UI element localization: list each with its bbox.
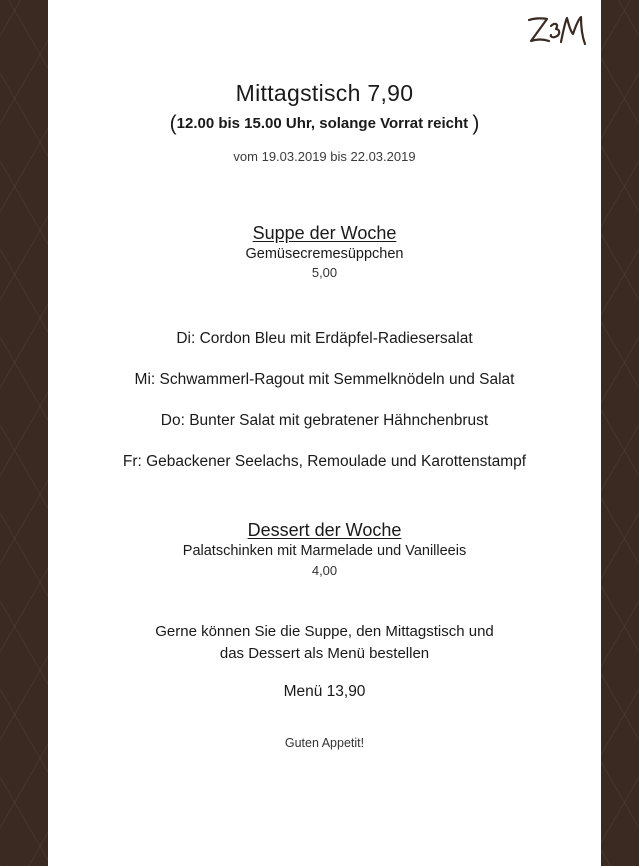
restaurant-logo: [525, 8, 591, 52]
day-item-mi: Mi: Schwammerl-Ragout mit Semmelknödeln und Salat: [134, 371, 515, 388]
soup-price: 5,00: [311, 265, 338, 280]
opening-hours: [48, 112, 601, 136]
soup-section-title: Suppe der Woche: [252, 223, 397, 243]
day-item-do: Do: Bunter Salat mit gebratener Hähnchenbrust: [160, 412, 489, 429]
closing-text: Guten Appetit!: [284, 736, 365, 750]
menu-note-line1: Gerne können Sie die Suppe, den Mittagstisch und: [155, 623, 494, 640]
dessert-section-title: Dessert der Woche: [247, 520, 402, 540]
menu-note-line2: das Dessert als Menü bestellen: [219, 645, 430, 662]
menu-sheet: [48, 0, 601, 866]
date-range: vom 19.03.2019 bis 22.03.2019: [233, 149, 416, 164]
hours-open-paren: (: [169, 112, 177, 135]
hours-text: 12.00 bis 15.00 Uhr, solange Vorrat reicht: [176, 115, 469, 132]
soup-name: Gemüsecremesüppchen: [245, 246, 404, 262]
menu-title: Mittagstisch 7,90: [235, 80, 414, 106]
menu-price: Menü 13,90: [283, 683, 366, 700]
dessert-price: 4,00: [311, 563, 338, 578]
dessert-name: Palatschinken mit Marmelade und Vanilleeis: [182, 543, 467, 559]
day-item-di: Di: Cordon Bleu mit Erdäpfel-Radiesersalat: [176, 330, 473, 347]
hours-close-paren: ): [472, 112, 480, 135]
day-item-fr: Fr: Gebackener Seelachs, Remoulade und Karottenstampf: [122, 453, 527, 470]
